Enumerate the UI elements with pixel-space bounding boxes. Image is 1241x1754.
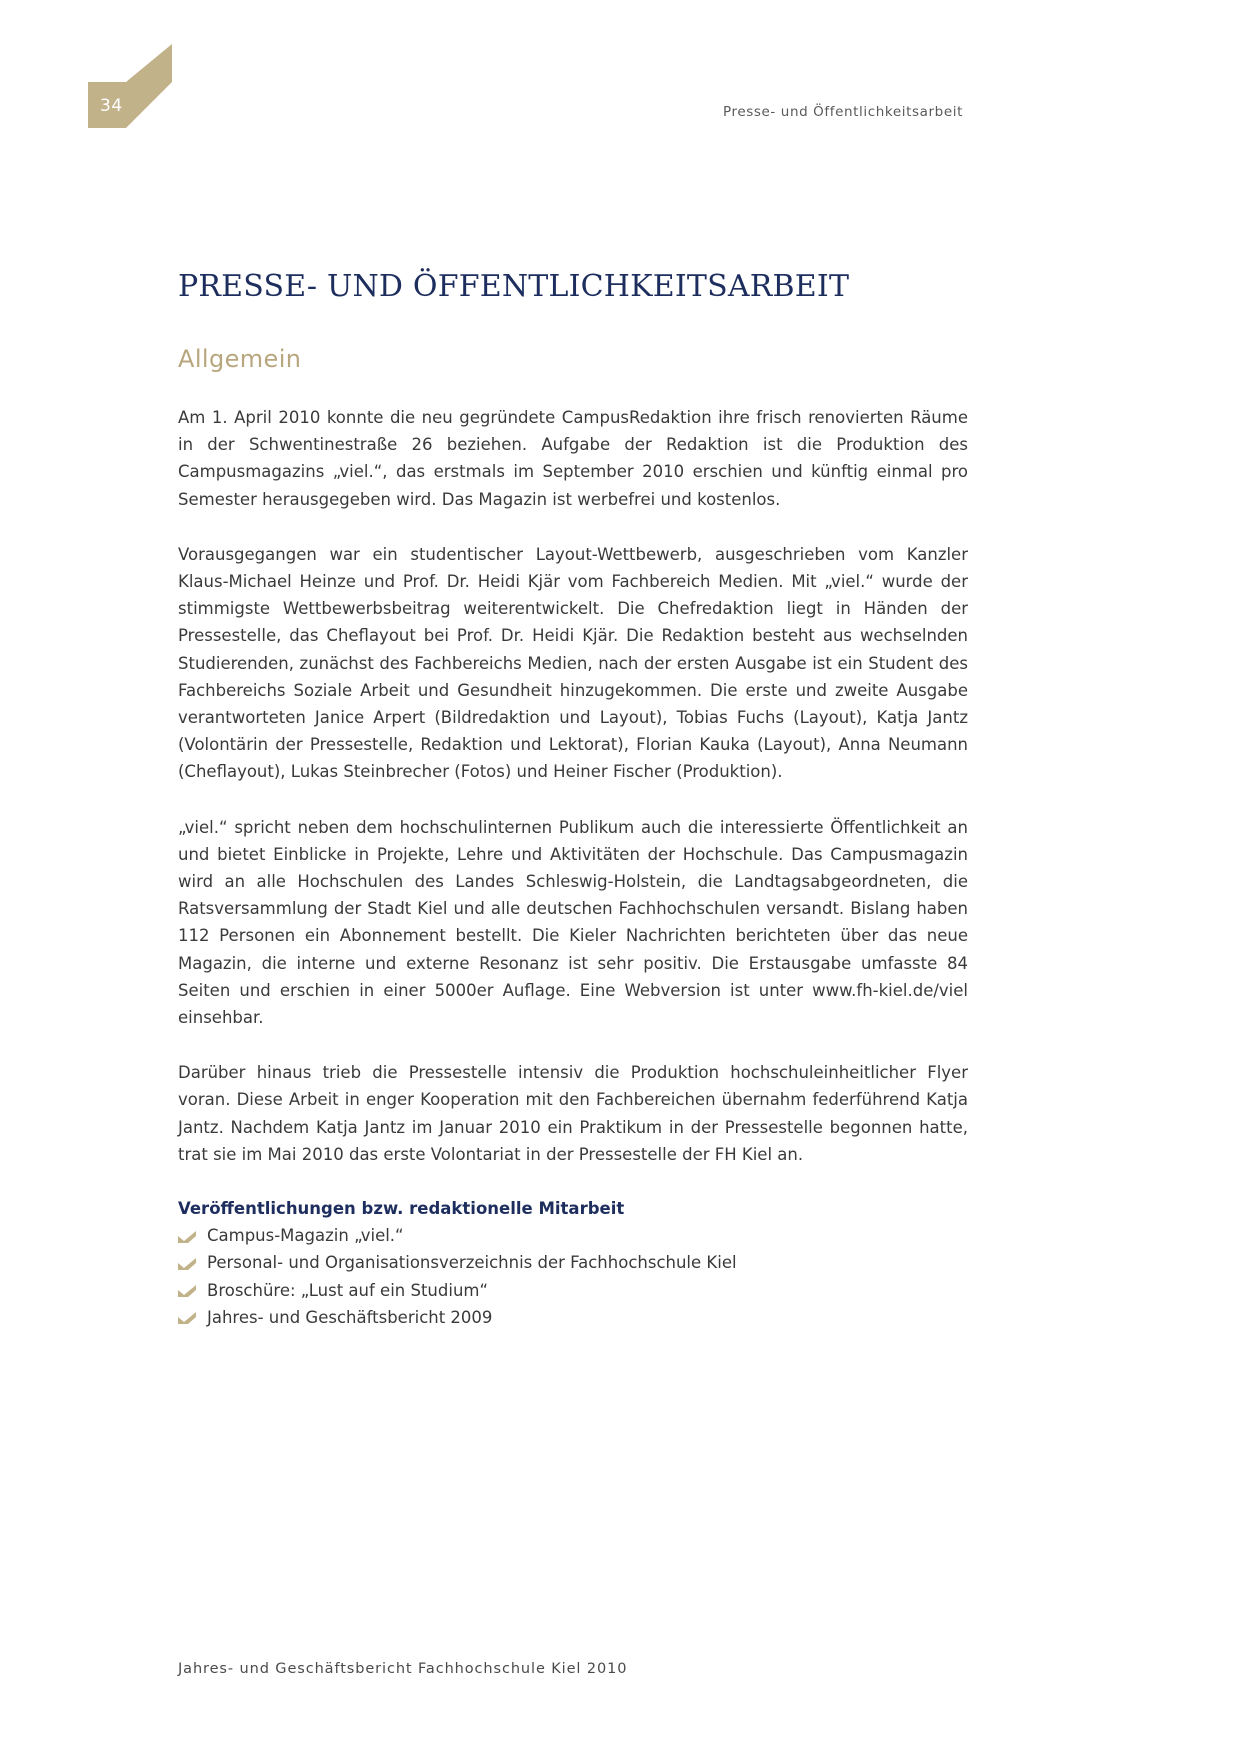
check-bullet-icon: [178, 1256, 196, 1270]
check-bullet-icon: [178, 1310, 196, 1324]
list-item-label: Broschüre: „Lust auf ein Studium“: [207, 1280, 489, 1300]
page-number-badge: [88, 44, 172, 128]
list-item-label: Jahres- und Geschäftsbericht 2009: [207, 1307, 493, 1327]
publications-heading: Veröffentlichungen bzw. redaktionelle Mitarbeit: [178, 1199, 625, 1219]
paragraph-audience: „viel.“ spricht neben dem hochschulinternen Publikum auch die interessierte Öffentlichkeit an und bietet Einblicke in Projekte, Lehre und Aktivitäten der Hochschule. Das Campusmagazin wird an alle Hochschulen des Landes Schleswig-Holstein, die Landtagsabgeordneten, die Ratsversammlung der Stadt Kiel und alle deutschen Fachhochschulen versandt. Bislang haben 112 Personen ein Abonnement bestellt. Die Kieler Nachrichten berichteten über das neue Magazin, die interne und externe Resonanz ist sehr positiv. Die Erstausgabe umfasste 84 Seiten und erschien in einer 5000er Auflage. Eine Webversion ist unter www.fh-kiel.de/viel einsehbar.: [178, 817, 968, 1028]
paragraph-flyers: Darüber hinaus trieb die Pressestelle intensiv die Produktion hochschuleinheitlicher Flyer voran. Diese Arbeit in enger Kooperation mit den Fachbereichen übernahm federführend Katja Jantz. Nachdem Katja Jantz im Januar 2010 ein Praktikum in der Pressestelle begonnen hatte, trat sie im Mai 2010 das erste Volontariat in der Pressestelle der FH Kiel an.: [178, 1063, 968, 1164]
list-item: [178, 1249, 968, 1276]
list-item-label: Campus-Magazin „viel.“: [207, 1226, 404, 1246]
running-header: Presse- und Öffentlichkeitsarbeit: [723, 104, 963, 120]
check-bullet-icon: [178, 1229, 196, 1243]
list-item: [178, 1222, 968, 1249]
main-content: [178, 270, 968, 1331]
section-heading: Allgemein: [178, 345, 302, 373]
publications-list: [178, 1222, 968, 1331]
list-item-label: Personal- und Organisationsverzeichnis der Fachhochschule Kiel: [207, 1253, 737, 1273]
page-title: PRESSE- UND ÖFFENTLICHKEITSARBEIT: [178, 269, 850, 304]
list-item: [178, 1304, 968, 1331]
paragraph-competition: Vorausgegangen war ein studentischer Layout-Wettbewerb, ausgeschrieben vom Kanzler Klaus-Michael Heinze und Prof. Dr. Heidi Kjär vom Fachbereich Medien. Mit „viel.“ wurde der stimmigste Wettbewerbsbeitrag weiterentwickelt. Die Chefredaktion liegt in Händen der Pressestelle, das Cheflayout bei Prof. Dr. Heidi Kjär. Die Redaktion besteht aus wechselnden Studierenden, zunächst des Fachbereichs Medien, nach der ersten Ausgabe ist ein Student des Fachbereichs Soziale Arbeit und Gesundheit hinzugekommen. Die erste und zweite Ausgabe verantworteten Janice Arpert (Bildredaktion und Layout), Tobias Fuchs (Layout), Katja Jantz (Volontärin der Pressestelle, Redaktion und Lektorat), Florian Kauka (Layout), Anna Neumann (Cheflayout), Lukas Steinbrecher (Fotos) und Heiner Fischer (Produktion).: [178, 544, 968, 782]
page-number: 34: [100, 96, 123, 116]
paragraph-intro: Am 1. April 2010 konnte die neu gegründete CampusRedaktion ihre frisch renovierten Räume in der Schwentinestraße 26 beziehen. Aufgabe der Redaktion ist die Produktion des Campusmagazins „viel.“, das erstmals im September 2010 erschien und künftig einmal pro Semester herausgegeben wird. Das Magazin ist werbefrei und kostenlos.: [178, 408, 968, 509]
list-item: [178, 1277, 968, 1304]
check-bullet-icon: [178, 1283, 196, 1297]
page-footer: Jahres- und Geschäftsbericht Fachhochschule Kiel 2010: [178, 1661, 628, 1677]
